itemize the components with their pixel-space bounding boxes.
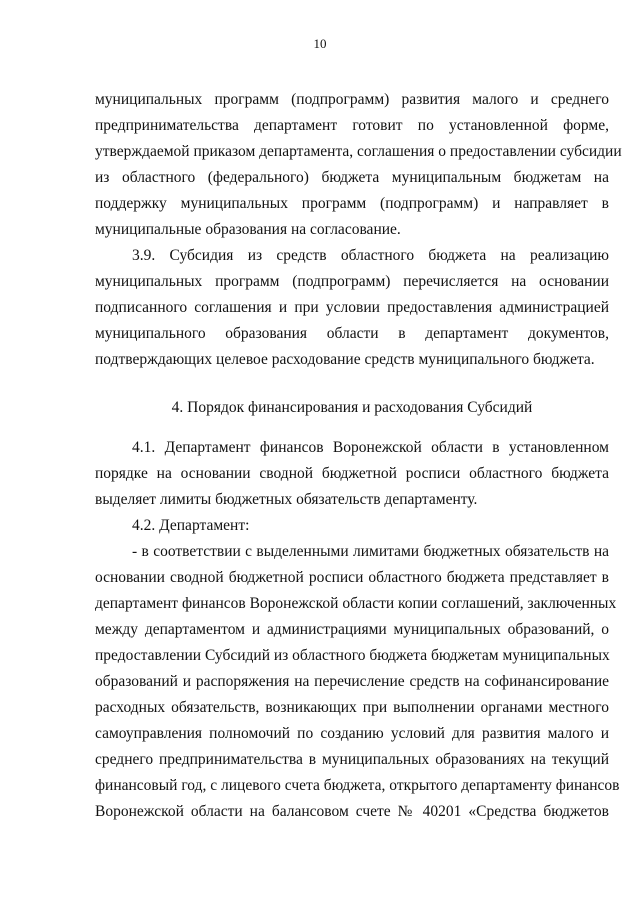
text-line: из областного (федерального) бюджета муниципальным бюджетам на <box>95 169 609 186</box>
paragraph-4-2-item <box>95 539 620 825</box>
text-line: утверждаемой приказом департамента, соглашения о предоставлении субсидии <box>95 143 622 160</box>
text-line: основании сводной бюджетной росписи областного бюджета представляет в <box>95 569 609 586</box>
text-line: поддержку муниципальных программ (подпрограмм) и направляет в <box>95 195 609 212</box>
text-line: предпринимательства департамент готовит по установленной форме, <box>95 117 609 134</box>
text-line: между департаментом и администрациями муниципальных образований, о <box>95 621 609 638</box>
paragraph-4-2 <box>95 513 609 539</box>
paragraph-3-8-continuation <box>95 87 622 243</box>
text-line: муниципальных программ (подпрограмм) развития малого и среднего <box>95 91 609 108</box>
section-heading: 4. Порядок финансирования и расходования Субсидий <box>171 399 533 416</box>
text-line: муниципальные образования на согласование. <box>95 221 401 238</box>
text-line: среднего предпринимательства в муниципальных образованиях на текущий <box>95 751 609 768</box>
paragraph-4-1 <box>95 435 609 513</box>
text-line: самоуправления полномочий по созданию условий для развития малого и <box>95 725 609 742</box>
text-line: 4.2. Департамент: <box>132 517 250 534</box>
text-line: - в соответствии с выделенными лимитами бюджетных обязательств на <box>132 543 609 560</box>
text-line: департамент финансов Воронежской области копии соглашений, заключенных <box>95 595 617 612</box>
text-line: финансовый год, с лицевого счета бюджета, открытого департаменту финансов <box>95 777 620 794</box>
text-line: подписанного соглашения и при условии предоставления администрацией <box>95 299 609 316</box>
text-line: муниципальных программ (подпрограмм) перечисляется на основании <box>95 273 609 290</box>
text-line: 3.9. Субсидия из средств областного бюджета на реализацию <box>132 247 609 264</box>
page-number: 10 <box>313 36 327 51</box>
text-line: образований и распоряжения на перечисление средств на софинансирование <box>95 673 609 690</box>
text-line: Воронежской области на балансовом счете № 40201 «Средства бюджетов <box>95 803 609 820</box>
paragraph-3-9 <box>95 243 609 373</box>
text-line: порядке на основании сводной бюджетной росписи областного бюджета <box>95 465 609 482</box>
text-line: выделяет лимиты бюджетных обязательств департаменту. <box>95 491 478 508</box>
text-line: предоставлении Субсидий из областного бюджета бюджетам муниципальных <box>95 647 610 664</box>
text-line: 4.1. Департамент финансов Воронежской области в установленном <box>132 439 609 456</box>
text-line: подтверждающих целевое расходование средств муниципального бюджета. <box>95 351 595 368</box>
text-line: муниципального образования области в департамент документов, <box>95 325 609 342</box>
text-line: расходных обязательств, возникающих при выполнении органами местного <box>95 699 609 716</box>
